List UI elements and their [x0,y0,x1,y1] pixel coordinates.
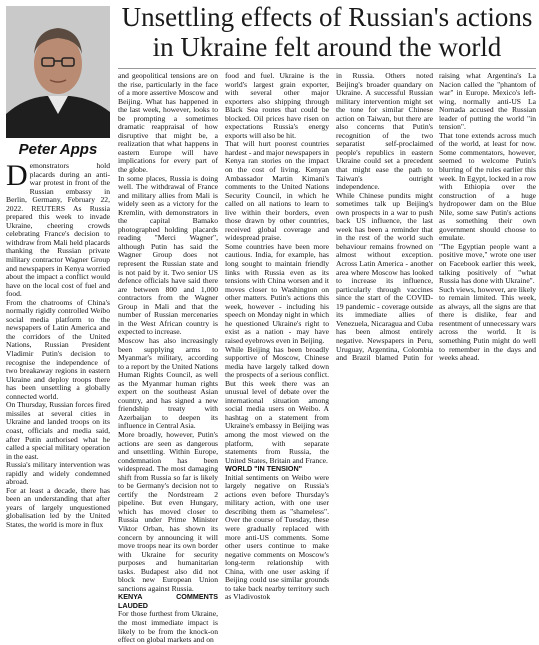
subheading: WORLD "IN TENSION" [225,464,303,474]
headline-rule [118,68,536,69]
paragraph: and geopolitical tensions are on the rise, particularly in the face of a more assertive Moscow and Beijing. What has happened in the last week, however, looks to be prompting a sometimes dramatic reappraisal of how disruptive that might be, a realization that what happens in eastern Europe will have implications for every part of the globe. [118,71,218,175]
paragraph: While Beijing has been broadly supportive of Moscow, Chinese media have largely talked down the prospects of a serious conflict. But this week there was an unusual level of debate over the international situation among social media users on Weibo. A hashtag on a statement from Ukraine's embassy in Beijing was among the most viewed on the platform, with separate statements from Russia, the United States, Britain and France. [225,344,329,465]
paragraph: On Thursday, Russian forces fired missiles at several cities in Ukraine and landed troops on its coast, officials and media said, after Putin authorised what he called a special military operation in the east. [6,400,110,461]
subheading: KENYA COMMENTS LAUDED [118,592,218,610]
paragraph: in Russia. Others noted Beijing's broader quandary on Ukraine. A successful Russian military intervention might set the tone for similar Chinese action on Taiwan, but there are also concerns that Putin's recognition of the two separatist self-proclaimed people's republics in eastern Ukraine could set a precedent that might ease the path to Taiwan's outright independence. [336,71,433,192]
paragraph: While Chinese pundits might sometimes talk up Beijing's own prospects in a war to push back US influence, the last week has been a reminder that in the rest of the world such behaviour remains frowned on almost without exception. Across Latin America - another area where Moscow has looked to increase its influence, particularly through vaccines since the start of the COVID-19 pandemic - coverage outside its immediate allies of Venezuela, Nicaragua and Cuba has been almost entirely negative. Newspapers in Peru, Uruguay, Argentina, Colombia and Brazil blamed Putin for raising what Argentina's La Nacion called the "phantom of war" in Europe. Mexico's left-wing, normally anti-US La Nornada accused the Russian leader of putting the world "in tension". [336,71,536,363]
paragraph: That tone extends across much of the world, at least for now. Some commentators, however, seemed to welcome Putin's blurring of the rules earlier this week. In Egypt, locked in a row with Ethiopia over the construction of a huge hydropower dam on the Blue Nile, some saw Putin's actions as something their own government should choose to emulate. [439,130,537,243]
paragraph: Such views, however, are likely to remain limited. This week, as always, all the signs are that there is dislike, fear and resentment of unnecessary wars across the world. It is something Putin might do well to remember in the days and weeks ahead. [439,284,536,363]
author-photo [6,6,110,138]
paragraph: Initial sentiments on Weibo were largely negative on Russia's actions even before Thursday's military action, with one user describing them as "shameless". Over the course of Tuesday, these were gradually replaced with more anti-US comments. Some other users continue to make negative comments on Moscow's long-term relationship with China, with one user asking if Beijing could use similar grounds to take back nearby territory such as Vladivostok [225,472,329,602]
paragraph: From the chatrooms of China's normally rigidly controlled Weibo social media platform to the newspapers of Latin America and the corridors of the United Nations, Russian President Vladimir Putin's decision to recognise the independence of two breakaway regions in eastern Ukraine and deploy troops there has been unsettling a globally connected world. [6,297,110,401]
article-column-4 [336,72,536,454]
article-column-3 [225,71,329,602]
paragraph: Some countries have been more cautious. India, for example, has long sought to maintain friendly links with Russia even as its tensions with China worsen and it moves closer to Washington on other matters. Putin's actions this week, however - including his speech on Monday night in which he questioned Ukraine's right to exist as a nation - may have raised eyebrows even in Beijing. [225,241,329,345]
article-column-1 [6,159,110,529]
paragraph: In some places, Russia is doing well. The withdrawal of France and military allies from Mali is widely seen as a victory for the Kremlin, with demonstrators in the capital Bamako photographed holding placards reading "Merci Wagner", although Putin has said the Wagner Group does not represent the Russian state and is not paid by it. Two senior US defence officials have said there are between 800 and 1,000 contractors from the Wagner Group in Mali and that the number of Russian mercenaries in the West African country is expected to increase. [118,173,218,337]
paragraph: "The Egyptian people want a positive move," wrote one user on Facebook earlier this week, talking positively of "what Russia has done with Ukraine". [439,241,536,286]
paragraph: food and fuel. Ukraine is the world's largest grain exporter, with several other major exporters also shipping through Black Sea routes that could be blocked. Oil prices have risen on expectations Russia's energy exports will also be hit. [225,71,329,140]
headline: Unsettling effects of Russian's actions in Ukraine felt around the world [121,2,533,62]
portrait-image [6,6,110,138]
paragraph: Demonstrators hold placards during an anti-war protest in front of the Russian embassy in Berlin, Germany, February 22, 2022. REUTERS As Russia prepared this week to invade Ukraine, cheering crowds celebrating France's decision to withdraw from Mali held placards thanking the Russian private military contractor Wagner Group and newspapers in Kenya worried about the impact a conflict would have on the local cost of fuel and food. [6,159,110,299]
drop-cap: D [6,159,28,192]
paragraph: For at least a decade, there has been an understanding that after years of largely unquestioned globalisation led by the United States, the world is more in flux [6,485,110,529]
paragraph: For those furthest from Ukraine, the most immediate impact is likely to be from the knock-on effect on global markets and on [118,609,218,645]
article-column-2 [118,71,218,645]
byline: Peter Apps [18,141,98,158]
paragraph: Russia's military intervention was rapidly and widely condemned abroad. [6,460,110,487]
paragraph: Moscow has also increasingly been supplying arms to Myanmar's military, according to a report by the United Nations Human Rights Council, as well as the Myanmar human rights expert on the southeast Asian country, and has signed a new friendship treaty with Azerbaijan to deepen its influence in Central Asia. [118,335,218,431]
paragraph: That will hurt poorest countries hardest - and major newspapers in Kenya ran stories on the impact on the cost of living. Kenyan Ambassador Martin Kimani's comments to the United Nations Security Council, in which he called on all nations to learn to live within their borders, even those drawn by other countries, received global coverage and widespread praise. [225,139,329,243]
paragraph: More broadly, however, Putin's actions are seen as dangerous and unsettling. Within Europe, condemnation has been widespread. The most damaging shift from Russia so far is likely to be Germany's decision not to certify the Nordstream 2 pipeline. But even Hungary, which has moved closer to Russia under Prime Minister Viktor Orban, has shown its concern by announcing it will move troops near its own border with Ukraine for security purposes and humanitarian tasks. Budapest also did not block new European Union sanctions against Russia. [118,429,218,593]
